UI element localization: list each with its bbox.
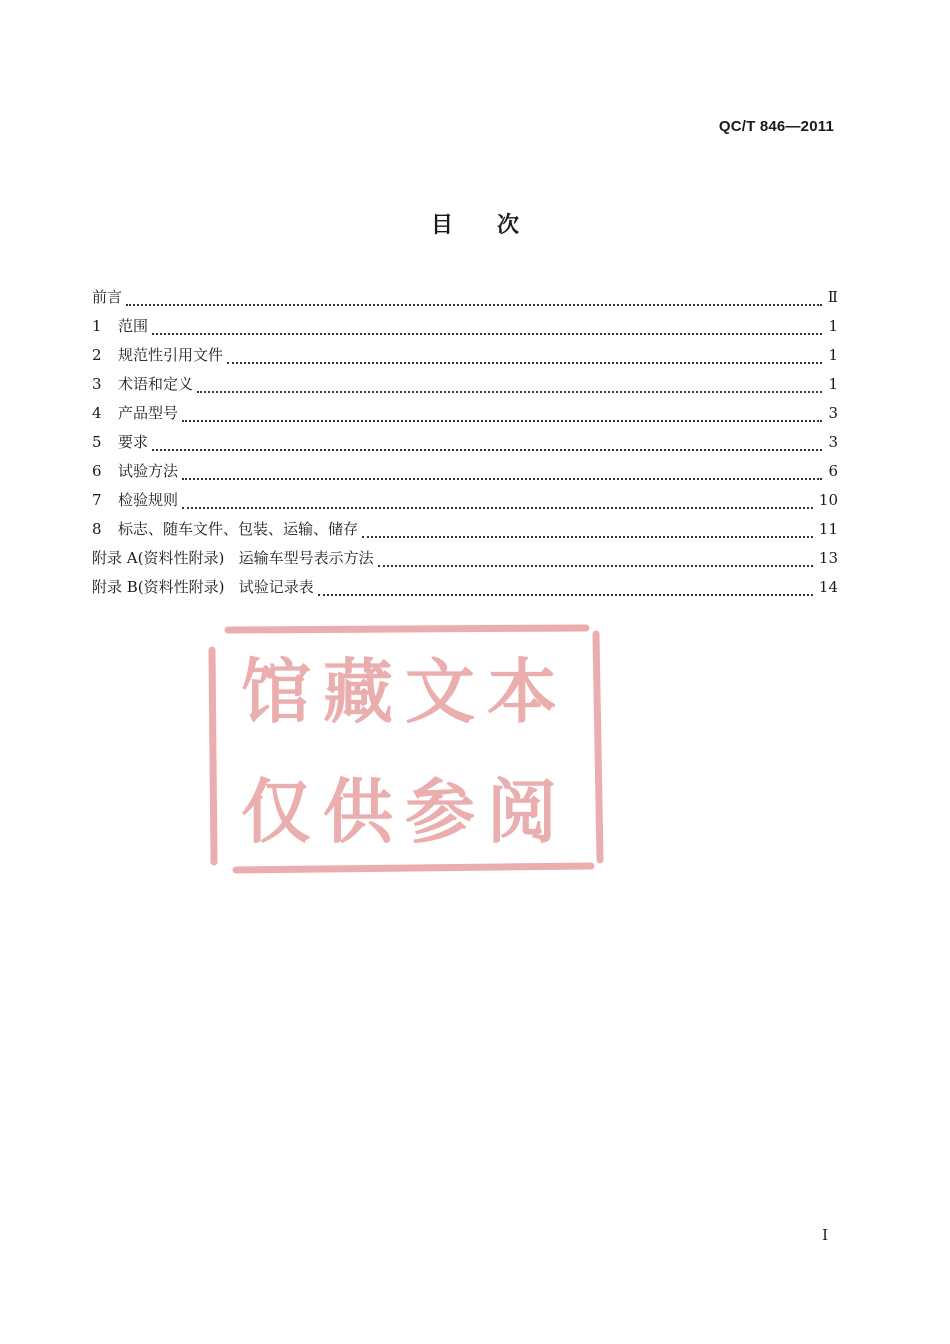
toc-entry-label: 附录 A(资料性附录) 运输车型号表示方法 (92, 549, 374, 567)
toc-dot-leader (152, 449, 822, 451)
toc-entry-label: 附录 B(资料性附录) 试验记录表 (92, 578, 314, 596)
toc-entry-page: 10 (818, 491, 838, 509)
toc-dot-leader (182, 507, 813, 509)
toc-entry-page: 1 (828, 346, 838, 364)
toc-entry-number: 3 (92, 375, 102, 393)
toc-dot-leader (318, 594, 813, 596)
toc-entry-page: 1 (828, 317, 838, 335)
toc-entry-requirements[interactable] (92, 431, 838, 460)
toc-entry-marking-packaging[interactable] (92, 518, 838, 547)
toc-entry-test-methods[interactable] (92, 460, 838, 489)
standard-number: QC/T 846—2011 (718, 118, 834, 135)
toc-entry-number: 1 (92, 317, 102, 335)
toc-entry-number: 2 (92, 346, 102, 364)
toc-entry-label: 标志、随车文件、包装、运输、储存 (118, 520, 359, 538)
table-of-contents (92, 286, 838, 605)
page-title: 目次 (430, 213, 563, 238)
toc-entry-number: 4 (92, 404, 102, 422)
toc-dot-leader (197, 391, 822, 393)
toc-entry-terms[interactable] (92, 373, 838, 402)
toc-entry-number: 5 (92, 433, 102, 451)
stamp-text-line-2: 仅供参阅 (241, 771, 569, 853)
toc-entry-label: 前言 (92, 288, 123, 306)
toc-entry-page: 11 (818, 520, 838, 538)
toc-dot-leader (227, 362, 822, 364)
toc-dot-leader (126, 304, 822, 306)
toc-entry-appendix-a[interactable] (92, 547, 838, 576)
page-number: I (822, 1226, 828, 1244)
toc-entry-product-model[interactable] (92, 402, 838, 431)
toc-entry-page: Ⅱ (827, 288, 838, 306)
toc-entry-appendix-b[interactable] (92, 576, 838, 605)
toc-dot-leader (152, 333, 822, 335)
stamp-text-line-1: 馆藏文本 (241, 651, 569, 733)
toc-entry-inspection-rules[interactable] (92, 489, 838, 518)
toc-entry-number: 6 (92, 462, 102, 480)
toc-entry-label: 术语和定义 (118, 375, 194, 393)
toc-entry-number: 7 (92, 491, 102, 509)
toc-entry-label: 产品型号 (118, 404, 179, 422)
toc-entry-label: 范围 (118, 317, 149, 335)
toc-entry-label: 试验方法 (118, 462, 179, 480)
toc-entry-page: 3 (828, 433, 838, 451)
toc-entry-page: 6 (828, 462, 838, 480)
toc-dot-leader (182, 478, 822, 480)
toc-dot-leader (182, 420, 822, 422)
toc-entry-label: 检验规则 (118, 491, 179, 509)
toc-dot-leader (362, 536, 813, 538)
toc-entry-foreword[interactable] (92, 286, 838, 315)
toc-entry-number: 8 (92, 520, 102, 538)
toc-entry-scope[interactable] (92, 315, 838, 344)
toc-entry-normative-references[interactable] (92, 344, 838, 373)
toc-entry-page: 14 (818, 578, 838, 596)
toc-entry-label: 规范性引用文件 (118, 346, 224, 364)
toc-entry-page: 1 (828, 375, 838, 393)
archive-stamp (206, 624, 604, 874)
toc-entry-label: 要求 (118, 433, 149, 451)
toc-entry-page: 3 (828, 404, 838, 422)
toc-entry-page: 13 (818, 549, 838, 567)
toc-dot-leader (378, 565, 813, 567)
